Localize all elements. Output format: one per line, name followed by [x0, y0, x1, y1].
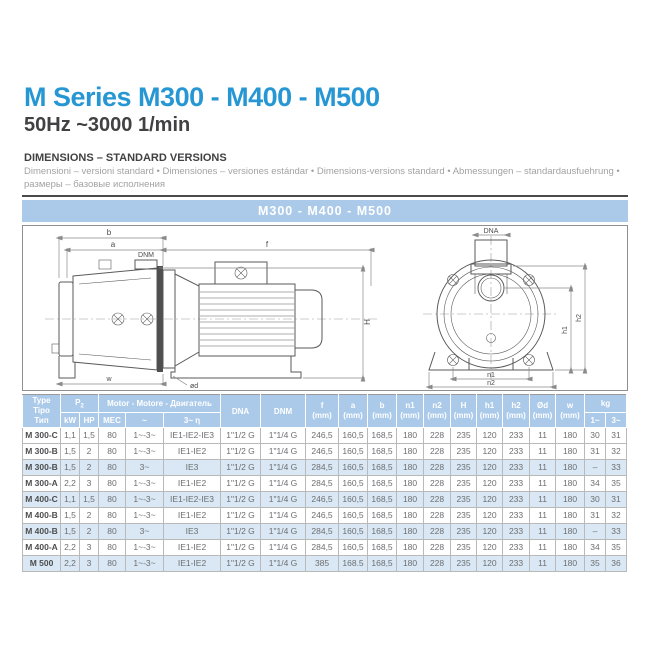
value-cell: 160,5 — [339, 444, 368, 460]
value-cell: 180 — [397, 428, 424, 444]
value-cell: 385 — [306, 556, 339, 572]
value-cell: 180 — [556, 444, 585, 460]
value-cell: 120 — [477, 444, 503, 460]
value-cell: 180 — [397, 492, 424, 508]
value-cell: 180 — [556, 540, 585, 556]
value-cell: 80 — [99, 540, 126, 556]
value-cell: 160,5 — [339, 476, 368, 492]
value-cell: 1"1/2 G — [221, 476, 261, 492]
page-title: M Series M300 - M400 - M500 — [24, 82, 380, 112]
value-cell: 228 — [424, 540, 451, 556]
value-cell: 228 — [424, 524, 451, 540]
value-cell: 35 — [585, 556, 606, 572]
value-cell: 34 — [585, 540, 606, 556]
value-cell: 246,5 — [306, 508, 339, 524]
col-header-a: a (mm) — [339, 395, 368, 428]
dim-label-dna: DNA — [483, 228, 499, 235]
col-group-p2: $P_2$ — [61, 395, 99, 413]
table-row — [23, 428, 627, 444]
value-cell: 168,5 — [368, 556, 397, 572]
value-cell: 11 — [530, 540, 556, 556]
value-cell: 80 — [99, 476, 126, 492]
value-cell: 284,5 — [306, 540, 339, 556]
value-cell: 34 — [585, 476, 606, 492]
value-cell: 233 — [503, 540, 530, 556]
value-cell: IE1-IE2 — [164, 540, 221, 556]
value-cell: 1"1/2 G — [221, 524, 261, 540]
value-cell: 246,5 — [306, 492, 339, 508]
table-row — [23, 556, 627, 572]
value-cell: 1"1/2 G — [221, 428, 261, 444]
value-cell: 120 — [477, 524, 503, 540]
value-cell: 235 — [451, 460, 477, 476]
value-cell: 168,5 — [368, 540, 397, 556]
dimensions-table-wrapper — [22, 394, 627, 572]
value-cell: 2,2 — [61, 540, 80, 556]
value-cell: 246,5 — [306, 428, 339, 444]
col-subheader-efficiency: 3~ η — [164, 413, 221, 428]
value-cell: 235 — [451, 524, 477, 540]
value-cell: 1~-3~ — [126, 476, 164, 492]
value-cell: 235 — [451, 476, 477, 492]
value-cell: 120 — [477, 540, 503, 556]
value-cell: 284,5 — [306, 460, 339, 476]
col-header-f: f (mm) — [306, 395, 339, 428]
value-cell: 180 — [397, 556, 424, 572]
value-cell: 11 — [530, 460, 556, 476]
value-cell: 180 — [556, 476, 585, 492]
value-cell: 180 — [556, 492, 585, 508]
type-cell: M 500 — [23, 556, 61, 572]
value-cell: 246,5 — [306, 444, 339, 460]
value-cell: 1~-3~ — [126, 556, 164, 572]
col-header-dna: DNA — [221, 395, 261, 428]
value-cell: 3~ — [126, 524, 164, 540]
dimensions-table — [22, 394, 627, 572]
value-cell: 180 — [397, 540, 424, 556]
value-cell: 284,5 — [306, 524, 339, 540]
table-row — [23, 508, 627, 524]
value-cell: 1,5 — [61, 524, 80, 540]
pump-technical-drawing — [23, 226, 627, 390]
value-cell: 180 — [397, 524, 424, 540]
type-cell: M 400-C — [23, 492, 61, 508]
value-cell: 1,5 — [80, 428, 99, 444]
table-row — [23, 444, 627, 460]
value-cell: 35 — [606, 476, 627, 492]
value-cell: 180 — [397, 508, 424, 524]
value-cell: 1"1/2 G — [221, 444, 261, 460]
value-cell: 120 — [477, 508, 503, 524]
pump-side-view-drawing — [45, 228, 379, 390]
value-cell: 30 — [585, 492, 606, 508]
type-cell: M 300-C — [23, 428, 61, 444]
table-body — [23, 428, 627, 572]
value-cell: 233 — [503, 556, 530, 572]
value-cell: 160,5 — [339, 540, 368, 556]
value-cell: 233 — [503, 524, 530, 540]
value-cell: 160,5 — [339, 508, 368, 524]
value-cell: 168,5 — [368, 444, 397, 460]
value-cell: 80 — [99, 444, 126, 460]
value-cell: 11 — [530, 492, 556, 508]
value-cell: 35 — [606, 540, 627, 556]
table-row — [23, 460, 627, 476]
value-cell: 228 — [424, 556, 451, 572]
value-cell: 2,2 — [61, 556, 80, 572]
value-cell: 32 — [606, 444, 627, 460]
table-row — [23, 492, 627, 508]
value-cell: 33 — [606, 460, 627, 476]
dim-label-b: b — [106, 228, 112, 237]
value-cell: 1"1/4 G — [261, 508, 306, 524]
value-cell: 1~-3~ — [126, 540, 164, 556]
value-cell: 160,5 — [339, 460, 368, 476]
col-subheader-kg-1ph: 1~ — [585, 413, 606, 428]
value-cell: IE1-IE2 — [164, 444, 221, 460]
value-cell: 80 — [99, 508, 126, 524]
value-cell: 284,5 — [306, 476, 339, 492]
type-cell: M 400-B — [23, 524, 61, 540]
page-subtitle: 50Hz ~3000 1/min — [24, 114, 191, 136]
type-cell: M 300-A — [23, 476, 61, 492]
value-cell: IE3 — [164, 460, 221, 476]
value-cell: 1"1/4 G — [261, 428, 306, 444]
type-cell: M 400-A — [23, 540, 61, 556]
value-cell: 120 — [477, 460, 503, 476]
value-cell: 11 — [530, 428, 556, 444]
value-cell: 3 — [80, 540, 99, 556]
value-cell: – — [585, 460, 606, 476]
value-cell: 180 — [556, 428, 585, 444]
value-cell: IE1-IE2-IE3 — [164, 492, 221, 508]
value-cell: 120 — [477, 556, 503, 572]
table-row — [23, 476, 627, 492]
figure-banner: M300 - M400 - M500 — [22, 200, 628, 222]
value-cell: 120 — [477, 428, 503, 444]
value-cell: 1"1/2 G — [221, 540, 261, 556]
dim-label-od: ød — [190, 383, 199, 390]
value-cell: 235 — [451, 508, 477, 524]
value-cell: 36 — [606, 556, 627, 572]
value-cell: IE1-IE2-IE3 — [164, 428, 221, 444]
section-heading: DIMENSIONS – STANDARD VERSIONS — [24, 152, 227, 164]
value-cell: 168,5 — [368, 460, 397, 476]
value-cell: 1"1/4 G — [261, 556, 306, 572]
value-cell: 3~ — [126, 460, 164, 476]
value-cell: 180 — [397, 444, 424, 460]
value-cell: 80 — [99, 460, 126, 476]
table-row — [23, 524, 627, 540]
value-cell: 233 — [503, 508, 530, 524]
value-cell: 180 — [397, 460, 424, 476]
value-cell: 3 — [80, 556, 99, 572]
value-cell: – — [585, 524, 606, 540]
col-subheader-kw: kW — [61, 413, 80, 428]
value-cell: 168,5 — [368, 476, 397, 492]
pump-front-view-drawing — [423, 228, 587, 389]
value-cell: 168,5 — [368, 524, 397, 540]
value-cell: 160,5 — [339, 524, 368, 540]
col-header-h2: h2 (mm) — [503, 395, 530, 428]
value-cell: 180 — [397, 476, 424, 492]
section-translations: Dimensioni – versioni standard • Dimensiones – versiones estándar • Dimensions-versions standard • Abmessungen – standardausfuehrung • размеры – базовые исполнения — [24, 166, 620, 190]
dim-label-n2: n2 — [487, 380, 495, 387]
dim-label-h1: h1 — [562, 326, 569, 334]
dim-label-dnm: DNM — [138, 252, 154, 259]
value-cell: 11 — [530, 524, 556, 540]
dimensions-figure — [22, 195, 628, 391]
col-header-h1: h1 (mm) — [477, 395, 503, 428]
value-cell: 2 — [80, 460, 99, 476]
value-cell: 235 — [451, 444, 477, 460]
value-cell: 228 — [424, 492, 451, 508]
value-cell: 228 — [424, 508, 451, 524]
col-header-w: w (mm) — [556, 395, 585, 428]
value-cell: 1~-3~ — [126, 428, 164, 444]
value-cell: 33 — [606, 524, 627, 540]
value-cell: 1"1/4 G — [261, 460, 306, 476]
col-subheader-mec: MEC — [99, 413, 126, 428]
value-cell: 11 — [530, 556, 556, 572]
value-cell: 1~-3~ — [126, 444, 164, 460]
value-cell: 1"1/4 G — [261, 524, 306, 540]
value-cell: 31 — [585, 508, 606, 524]
value-cell: 2 — [80, 524, 99, 540]
value-cell: 1"1/4 G — [261, 540, 306, 556]
value-cell: 11 — [530, 508, 556, 524]
value-cell: 31 — [606, 492, 627, 508]
value-cell: 235 — [451, 492, 477, 508]
value-cell: 180 — [556, 556, 585, 572]
value-cell: 233 — [503, 428, 530, 444]
value-cell: 11 — [530, 444, 556, 460]
col-header-b: b (mm) — [368, 395, 397, 428]
col-group-motor: Motor - Motore - Двигатель — [99, 395, 221, 413]
value-cell: 1,1 — [61, 428, 80, 444]
col-header-n2: n2 (mm) — [424, 395, 451, 428]
value-cell: 168,5 — [368, 428, 397, 444]
value-cell: 1"1/4 G — [261, 476, 306, 492]
type-cell: M 400-B — [23, 508, 61, 524]
value-cell: 31 — [585, 444, 606, 460]
type-cell: M 300-B — [23, 460, 61, 476]
value-cell: 80 — [99, 556, 126, 572]
value-cell: 32 — [606, 508, 627, 524]
value-cell: 160,5 — [339, 428, 368, 444]
dim-label-h2: h2 — [576, 314, 583, 322]
value-cell: 235 — [451, 540, 477, 556]
value-cell: 31 — [606, 428, 627, 444]
value-cell: 120 — [477, 492, 503, 508]
value-cell: 1~-3~ — [126, 508, 164, 524]
value-cell: 233 — [503, 460, 530, 476]
value-cell: 233 — [503, 444, 530, 460]
value-cell: 168,5 — [368, 508, 397, 524]
col-subheader-phase: ~ — [126, 413, 164, 428]
value-cell: 3 — [80, 476, 99, 492]
value-cell: IE1-IE2 — [164, 508, 221, 524]
value-cell: 168.5 — [339, 556, 368, 572]
value-cell: 228 — [424, 476, 451, 492]
value-cell: IE1-IE2 — [164, 476, 221, 492]
value-cell: 180 — [556, 524, 585, 540]
value-cell: 1"1/4 G — [261, 492, 306, 508]
value-cell: 80 — [99, 428, 126, 444]
value-cell: 233 — [503, 492, 530, 508]
type-cell: M 300-B — [23, 444, 61, 460]
col-subheader-hp: HP — [80, 413, 99, 428]
value-cell: IE3 — [164, 524, 221, 540]
value-cell: 228 — [424, 444, 451, 460]
value-cell: 1"1/4 G — [261, 444, 306, 460]
value-cell: 160,5 — [339, 492, 368, 508]
figure-panel — [22, 225, 628, 391]
col-header-H: H (mm) — [451, 395, 477, 428]
dim-label-w: w — [106, 376, 112, 383]
value-cell: 1"1/2 G — [221, 508, 261, 524]
value-cell: 1,5 — [61, 508, 80, 524]
value-cell: 233 — [503, 476, 530, 492]
col-header-od: Ød (mm) — [530, 395, 556, 428]
value-cell: 30 — [585, 428, 606, 444]
value-cell: 2 — [80, 508, 99, 524]
value-cell: 228 — [424, 428, 451, 444]
value-cell: 180 — [556, 460, 585, 476]
value-cell: 11 — [530, 476, 556, 492]
value-cell: 1"1/2 G — [221, 460, 261, 476]
dim-label-H: H — [363, 319, 372, 325]
dim-label-f: f — [265, 240, 269, 249]
value-cell: 1,5 — [61, 460, 80, 476]
value-cell: 235 — [451, 556, 477, 572]
col-subheader-kg-3ph: 3~ — [606, 413, 627, 428]
value-cell: 1,5 — [61, 444, 80, 460]
col-header-type: Type Tipo Тип — [23, 395, 61, 428]
value-cell: 1"1/2 G — [221, 556, 261, 572]
value-cell: 1,1 — [61, 492, 80, 508]
value-cell: 1,5 — [80, 492, 99, 508]
value-cell: 180 — [556, 508, 585, 524]
value-cell: 1~-3~ — [126, 492, 164, 508]
value-cell: 1"1/2 G — [221, 492, 261, 508]
value-cell: 2,2 — [61, 476, 80, 492]
value-cell: 2 — [80, 444, 99, 460]
table-row — [23, 540, 627, 556]
col-header-dnm: DNM — [261, 395, 306, 428]
value-cell: 80 — [99, 524, 126, 540]
value-cell: 168,5 — [368, 492, 397, 508]
value-cell: 120 — [477, 476, 503, 492]
value-cell: IE1-IE2 — [164, 556, 221, 572]
dim-label-n1: n1 — [487, 372, 495, 379]
col-group-kg: kg — [585, 395, 627, 413]
value-cell: 235 — [451, 428, 477, 444]
col-header-n1: n1 (mm) — [397, 395, 424, 428]
dim-label-a: a — [110, 240, 116, 249]
value-cell: 80 — [99, 492, 126, 508]
value-cell: 228 — [424, 460, 451, 476]
